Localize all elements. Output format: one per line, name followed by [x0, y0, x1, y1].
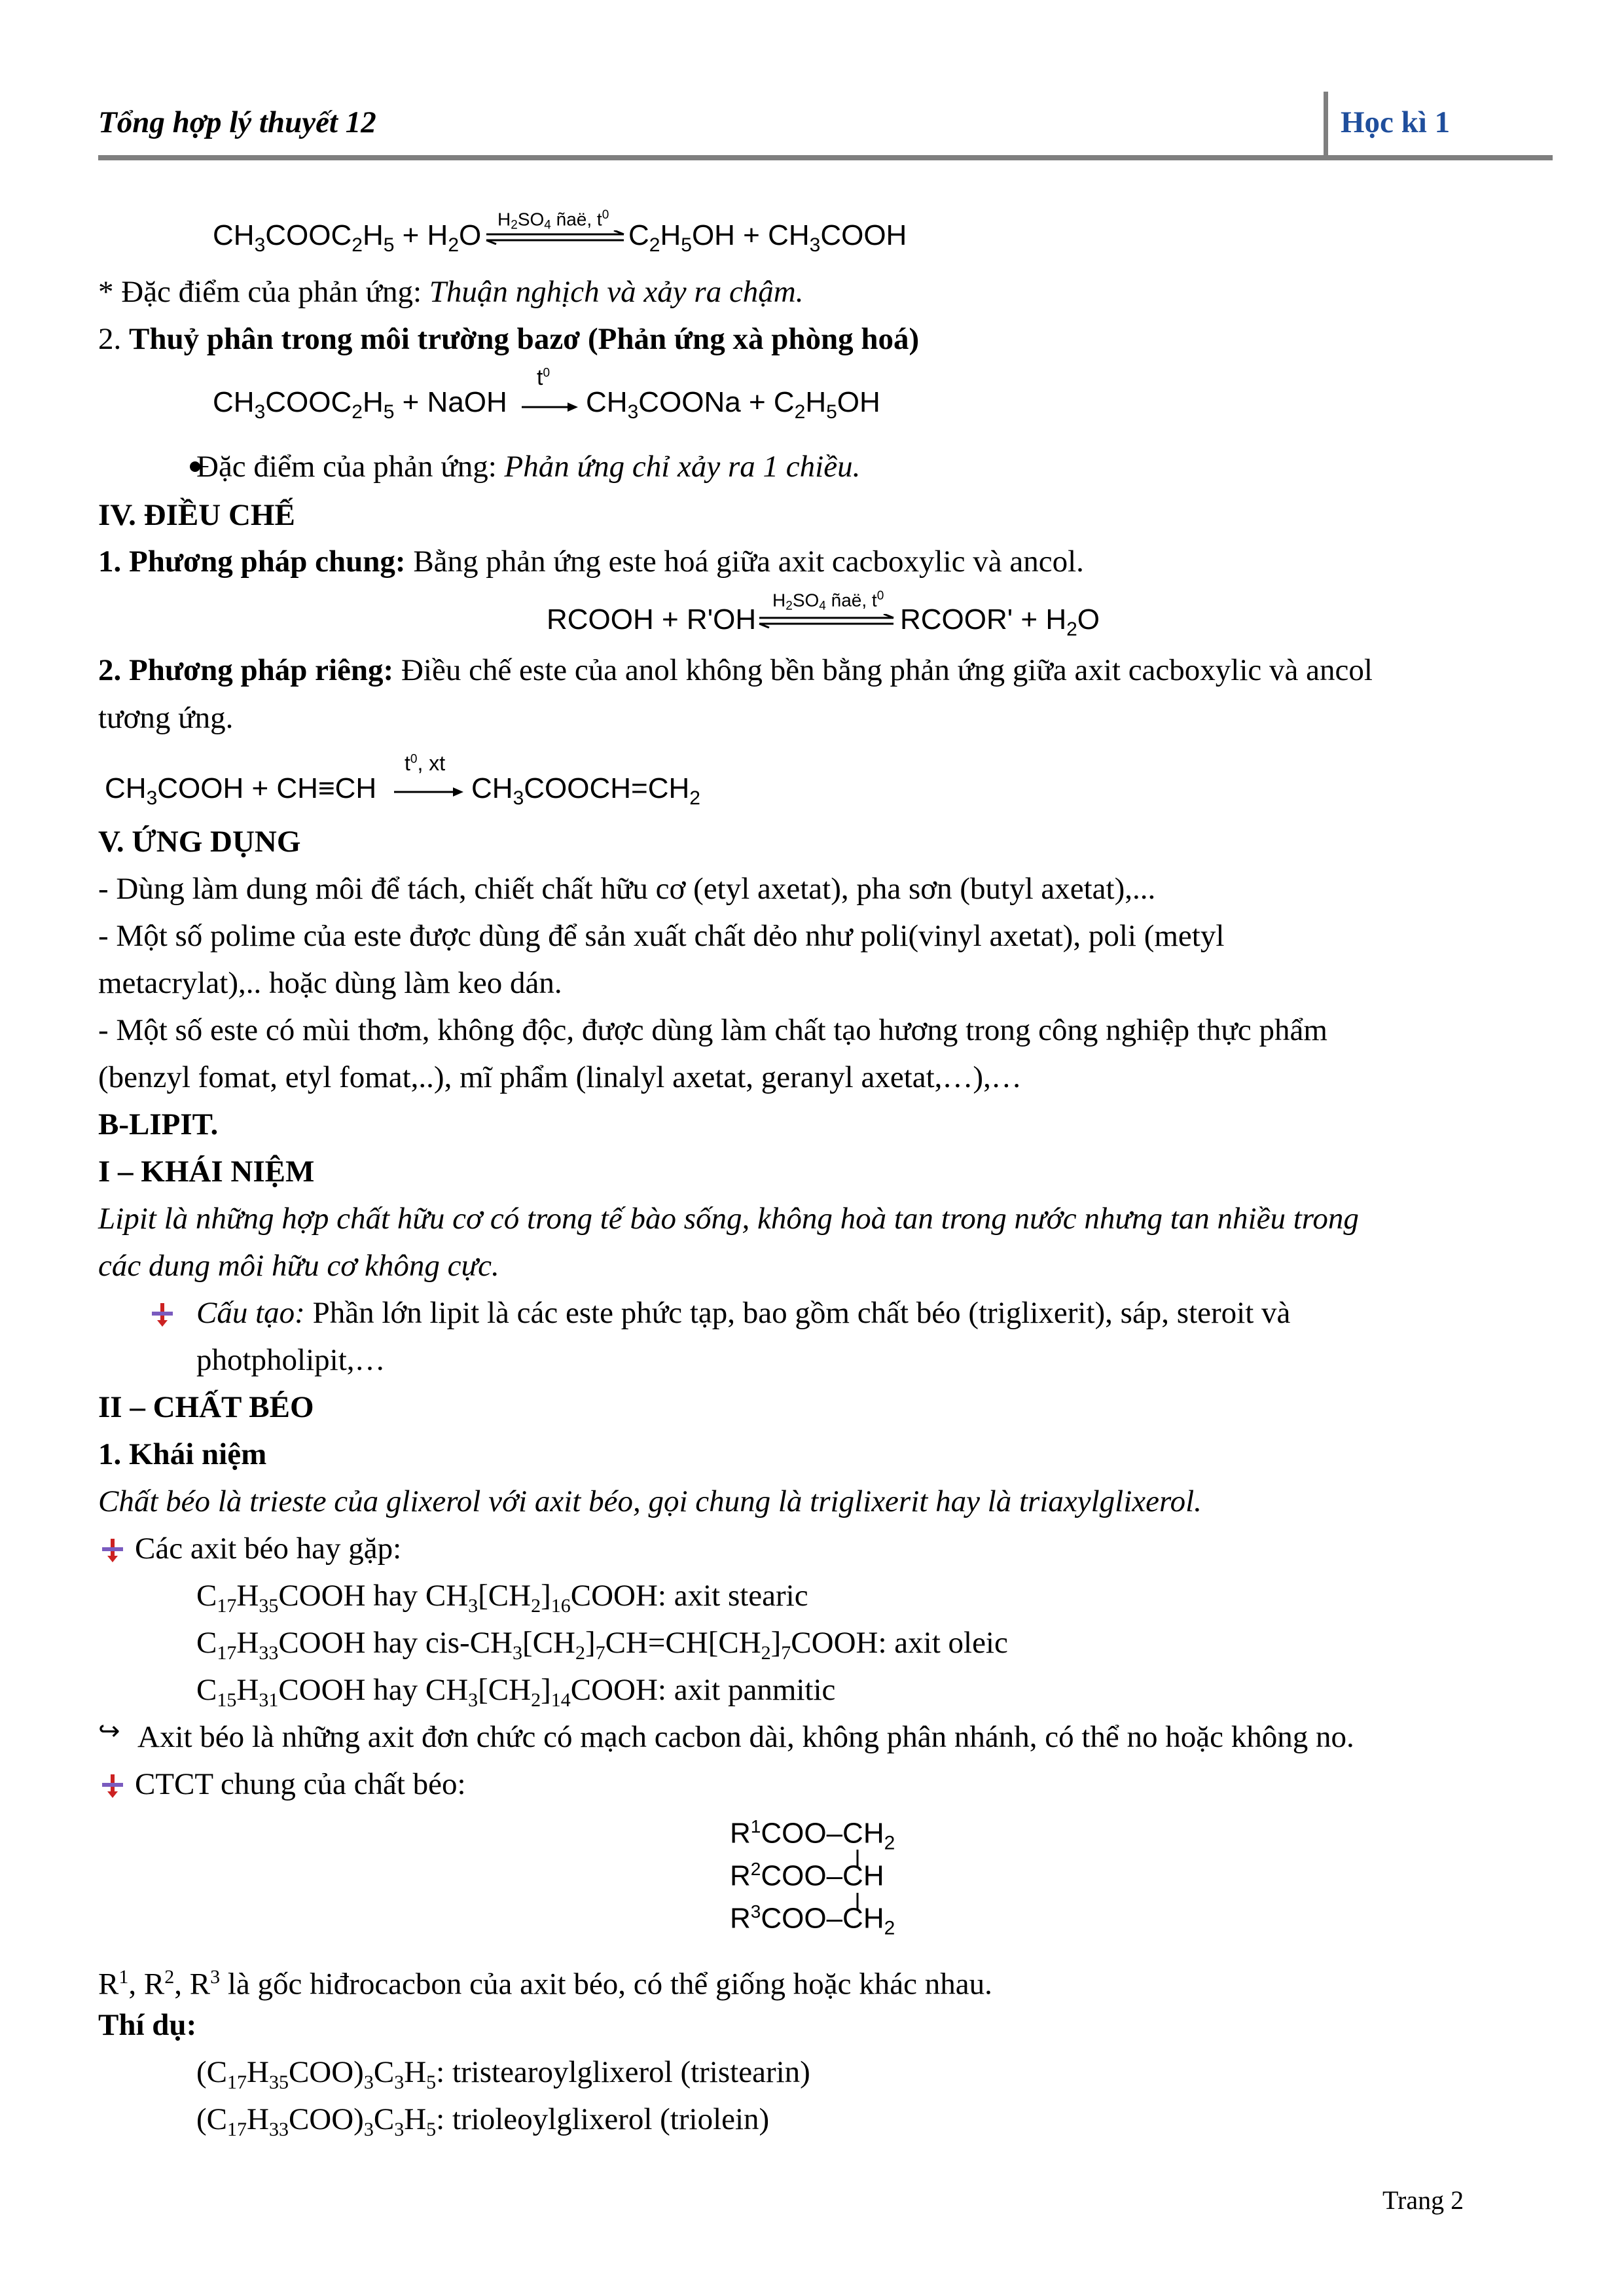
application-line-5: (benzyl fomat, etyl fomat,..), mĩ phẩm (linalyl axetat, geranyl axetat,…),… [98, 1060, 1022, 1094]
application-line-2: - Một số polime của este được dùng để sản xuất chất dẻo như poli(vinyl axetat), poli (metyl [98, 919, 1225, 953]
eq1-lhs: $CH_3COOC_2H_5 + H_2O$ [213, 219, 482, 256]
fatty-acids-title: Các axit béo hay gặp: [135, 1532, 402, 1566]
section-title: Thuỷ phân trong môi trường bazơ (Phản ứng xà phòng hoá) [129, 322, 920, 356]
fatty-acid-panmitic: $C_{15}H_{31}COOH$ hay $CH_3[CH_2]_{14}COOH$: axit panmitic [196, 1673, 836, 1711]
feature-value: Thuận nghịch và xảy ra chậm. [429, 275, 804, 309]
equation-esterification-rhs: RCOOR' + $H_2O$ [900, 603, 1100, 640]
equation-saponification-rhs: $CH_3COONa + C_2H_5OH$ [586, 386, 880, 423]
plus-arrow-icon [149, 1300, 175, 1327]
section-V-heading: V. ỨNG DỤNG [98, 825, 301, 859]
special-method [98, 650, 1553, 691]
struct-bonds [851, 1847, 864, 1919]
equation-ester-hydrolysis-acid [213, 219, 481, 257]
right-hook-arrow-icon: ↪ [98, 1716, 120, 1746]
reversible-arrow-icon [483, 230, 627, 245]
subsection-khai-niem: 1. Khái niệm [98, 1437, 267, 1471]
r-groups-note: $R^1$, $R^2$, $R^3$ là gốc hiđrocacbon của axit béo, có thể giống hoặc khác nhau. [98, 1966, 992, 2001]
method-text: Bằng phản ứng este hoá giữa axit cacboxylic và ancol. [405, 545, 1084, 579]
equation-vinyl-acetate-lhs: $CH_3COOH + CH\equiv CH$ [105, 772, 377, 809]
application-line-4: - Một số este có mùi thơm, không độc, được dùng làm chất tạo hương trong công nghiệp thực phẩm [98, 1013, 1327, 1047]
section-B-heading: B-LIPIT. [98, 1107, 219, 1141]
section-II-heading: II – CHẤT BÉO [98, 1390, 314, 1424]
section-IV-heading: IV. ĐIỀU CHẾ [98, 498, 295, 532]
eq2-condition: $t^0$ [537, 365, 550, 390]
lipit-definition-1: Lipit là những hợp chất hữu cơ có trong tế bào sống, không hoà tan trong nước nhưng tan nhiều trong [98, 1202, 1359, 1236]
plus-arrow-icon [99, 1772, 126, 1798]
structure-note [196, 1293, 1624, 1333]
struct-row-3: $R^3COO-CH_2$ [730, 1901, 895, 1939]
method-label: 1. Phương pháp chung: [98, 545, 406, 579]
fatty-acid-note: Axit béo là những axit đơn chức có mạch cacbon dài, không phân nhánh, có thể no hoặc không no. [137, 1720, 1354, 1754]
method-text: Điều chế este của anol không bền bằng phản ứng giữa axit cacboxylic và ancol [393, 653, 1373, 687]
method-label: 2. Phương pháp riêng: [98, 653, 394, 687]
header-separator [1324, 92, 1328, 160]
example-triolein: $(C_{17}H_{33}COO)_3C_3H_5$: trioleoylglixerol (triolein) [196, 2102, 770, 2140]
forward-arrow-icon [393, 785, 465, 798]
header-title: Tổng hợp lý thuyết 12 [98, 105, 376, 139]
reaction-feature-1 [98, 272, 1553, 312]
structure-text: Phần lớn lipit là các este phức tạp, bao gồm chất béo (triglixerit), sáp, steroit và [304, 1296, 1291, 1330]
application-line-1: - Dùng làm dung môi để tách, chiết chất hữu cơ (etyl axetat), pha sơn (butyl axetat),... [98, 872, 1156, 906]
special-method-cont: tương ứng. [98, 701, 234, 735]
fatty-acid-stearic: $C_{17}H_{35}COOH$ hay $CH_3[CH_2]_{16}COOH$: axit stearic [196, 1579, 808, 1617]
fatty-acid-oleic: $C_{17}H_{33}COOH$ hay cis-$CH_3[CH_2]_7CH=CH[CH_2]_7COOH$: axit oleic [196, 1626, 1008, 1664]
header-term: Học kì 1 [1341, 105, 1451, 139]
forward-arrow-icon [520, 401, 579, 414]
example-tristearin: $(C_{17}H_{35}COO)_3C_3H_5$: tristearoylglixerol (tristearin) [196, 2055, 810, 2093]
ctct-title: CTCT chung của chất béo: [135, 1767, 466, 1801]
equation-vinyl-acetate-rhs: $CH_3COOCH=CH_2$ [471, 772, 700, 809]
reversible-arrow-icon [756, 614, 897, 628]
struct-row-1: $R^1COO-CH_2$ [730, 1816, 895, 1854]
page-number: Trang 2 [1382, 2185, 1464, 2215]
eq1-condition: $H_2SO_4$ ñaë, $t^0$ [497, 208, 609, 232]
fat-definition: Chất béo là trieste của glixerol với axit béo, gọi chung là triglixerit hay là triaxylglixerol. [98, 1484, 1202, 1518]
section-2-heading [98, 319, 1553, 359]
feature-value: Phản ứng chỉ xảy ra 1 chiều. [504, 450, 861, 484]
lipit-definition-2: các dung môi hữu cơ không cực. [98, 1249, 499, 1283]
feature-prefix: * Đặc điểm của phản ứng: [98, 275, 429, 309]
eq1-rhs: $C_2H_5OH$ + $CH_3COOH$ [628, 219, 907, 256]
structure-note-cont: photpholipit,… [196, 1343, 386, 1377]
equation-saponification-lhs: $CH_3COOC_2H_5$ + NaOH [213, 386, 507, 423]
section-number: 2. [98, 322, 129, 356]
eq4-condition: $t^0$, xt [405, 751, 446, 775]
section-I-heading: I – KHÁI NIỆM [98, 1155, 315, 1189]
general-method [98, 541, 1553, 582]
structure-label: Cấu tạo: [196, 1296, 305, 1330]
reaction-feature-2 [196, 446, 1624, 487]
header-rule [98, 155, 1553, 160]
application-line-3: metacrylat),.. hoặc dùng làm keo dán. [98, 966, 562, 1000]
eq3-condition: $H_2SO_4$ ñaë, $t^0$ [772, 589, 884, 613]
struct-row-2: $R^2COO-CH$ [730, 1859, 884, 1892]
equation-esterification-lhs: RCOOH + R'OH [547, 603, 757, 636]
feature-prefix: Đặc điểm của phản ứng: [196, 450, 505, 484]
examples-heading: Thí dụ: [98, 2008, 197, 2042]
plus-arrow-icon [99, 1536, 126, 1562]
